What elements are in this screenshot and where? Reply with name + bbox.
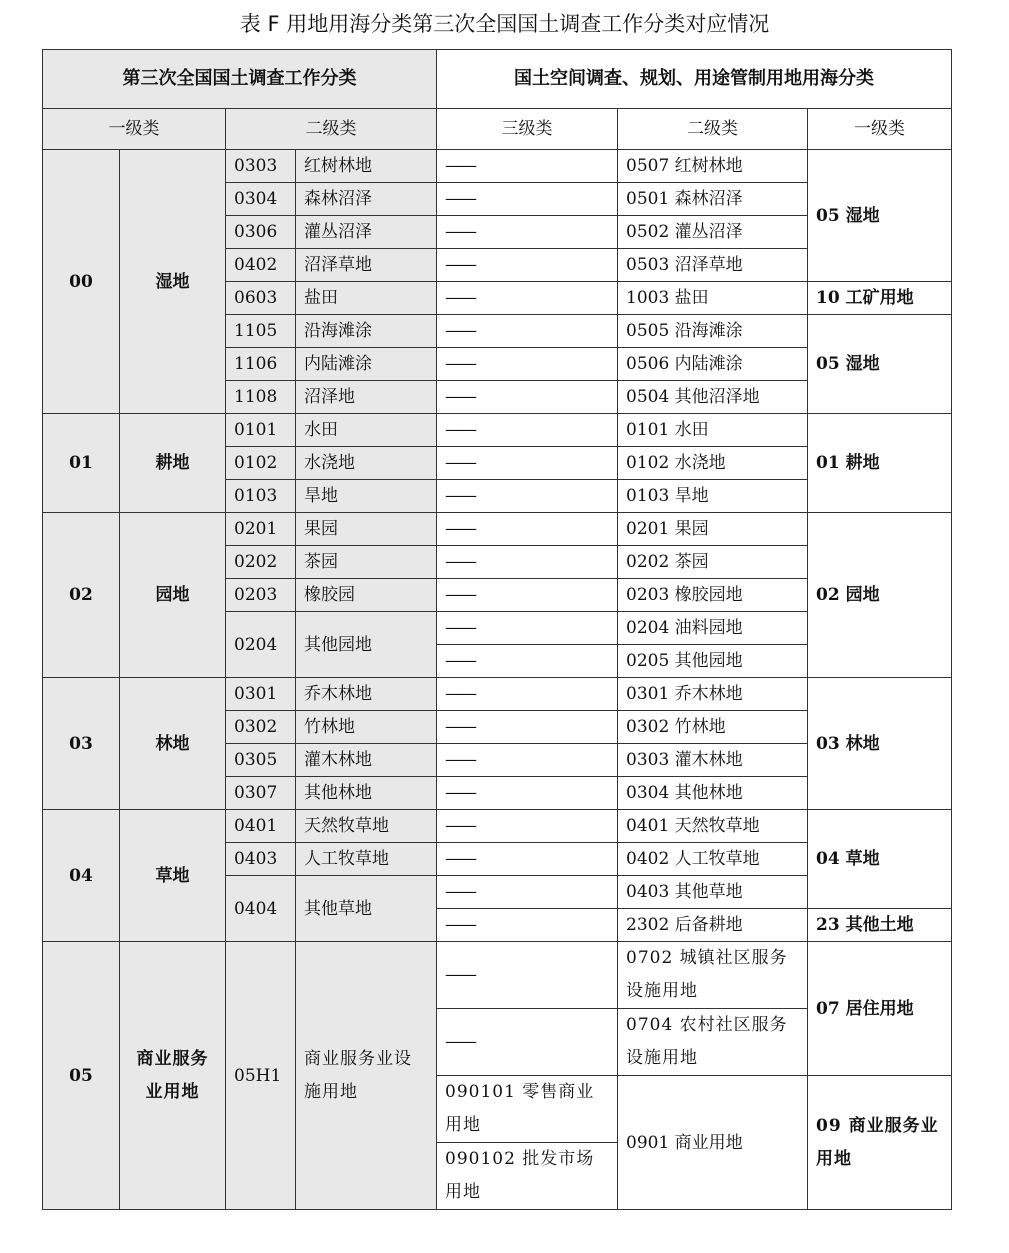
level3-cell: 090101 零售商业用地 [437, 1076, 618, 1143]
level3-cell: —— [437, 150, 618, 183]
code-cell: 1105 [226, 315, 296, 348]
level3-cell: —— [437, 348, 618, 381]
level2-target-cell: 0702 城镇社区服务设施用地 [618, 942, 808, 1009]
header-right: 国土空间调查、规划、用途管制用地用海分类 [437, 50, 952, 109]
name-cell: 旱地 [296, 480, 437, 513]
level3-cell: —— [437, 447, 618, 480]
code-cell: 0201 [226, 513, 296, 546]
name-cell: 其他园地 [296, 612, 437, 678]
code-cell: 0301 [226, 678, 296, 711]
name-cell: 沼泽地 [296, 381, 437, 414]
col-level1-left: 一级类 [43, 109, 226, 150]
name-cell: 水浇地 [296, 447, 437, 480]
name-cell: 沼泽草地 [296, 249, 437, 282]
group-code: 05 [43, 942, 120, 1210]
name-cell: 其他林地 [296, 777, 437, 810]
level1-target-cell: 02 园地 [808, 513, 952, 678]
level2-target-cell: 0102 水浇地 [618, 447, 808, 480]
level3-cell: 090102 批发市场用地 [437, 1143, 618, 1210]
level3-cell: —— [437, 513, 618, 546]
level3-cell: —— [437, 414, 618, 447]
code-cell: 0404 [226, 876, 296, 942]
group-code: 01 [43, 414, 120, 513]
name-cell: 灌丛沼泽 [296, 216, 437, 249]
level3-cell: —— [437, 612, 618, 645]
level3-cell: —— [437, 744, 618, 777]
level3-cell: —— [437, 249, 618, 282]
code-cell: 05H1 [226, 942, 296, 1210]
code-cell: 0303 [226, 150, 296, 183]
name-cell: 水田 [296, 414, 437, 447]
level1-target-cell: 05 湿地 [808, 150, 952, 282]
group-code: 02 [43, 513, 120, 678]
code-cell: 0302 [226, 711, 296, 744]
code-cell: 0203 [226, 579, 296, 612]
name-cell: 灌木林地 [296, 744, 437, 777]
level1-target-cell: 07 居住用地 [808, 942, 952, 1076]
level2-target-cell: 0403 其他草地 [618, 876, 808, 909]
name-cell: 沿海滩涂 [296, 315, 437, 348]
level2-target-cell: 0501 森林沼泽 [618, 183, 808, 216]
level3-cell: —— [437, 381, 618, 414]
level2-target-cell: 2302 后备耕地 [618, 909, 808, 942]
level3-cell: —— [437, 216, 618, 249]
level2-target-cell: 0505 沿海滩涂 [618, 315, 808, 348]
name-cell: 果园 [296, 513, 437, 546]
level2-target-cell: 0303 灌木林地 [618, 744, 808, 777]
level2-target-cell: 0201 果园 [618, 513, 808, 546]
level1-target-cell: 04 草地 [808, 810, 952, 909]
name-cell: 森林沼泽 [296, 183, 437, 216]
level1-target-cell: 23 其他土地 [808, 909, 952, 942]
level3-cell: —— [437, 843, 618, 876]
header-left: 第三次全国国土调查工作分类 [43, 50, 437, 109]
level3-cell: —— [437, 777, 618, 810]
code-cell: 0603 [226, 282, 296, 315]
level2-target-cell: 0202 茶园 [618, 546, 808, 579]
name-cell: 其他草地 [296, 876, 437, 942]
level3-cell: —— [437, 315, 618, 348]
level1-target-cell: 05 湿地 [808, 315, 952, 414]
code-cell: 0102 [226, 447, 296, 480]
code-cell: 0307 [226, 777, 296, 810]
level2-target-cell: 0506 内陆滩涂 [618, 348, 808, 381]
code-cell: 0202 [226, 546, 296, 579]
level3-cell: —— [437, 183, 618, 216]
group-name: 草地 [120, 810, 226, 942]
group-code: 04 [43, 810, 120, 942]
level2-target-cell: 0402 人工牧草地 [618, 843, 808, 876]
code-cell: 0403 [226, 843, 296, 876]
level2-target-cell: 0101 水田 [618, 414, 808, 447]
level3-cell: —— [437, 711, 618, 744]
code-cell: 0103 [226, 480, 296, 513]
level3-cell: —— [437, 480, 618, 513]
code-cell: 0304 [226, 183, 296, 216]
name-cell: 竹林地 [296, 711, 437, 744]
name-cell: 人工牧草地 [296, 843, 437, 876]
group-name: 耕地 [120, 414, 226, 513]
group-code: 00 [43, 150, 120, 414]
level2-target-cell: 0502 灌丛沼泽 [618, 216, 808, 249]
name-cell: 内陆滩涂 [296, 348, 437, 381]
col-level2-left: 二级类 [226, 109, 437, 150]
level2-target-cell: 0103 旱地 [618, 480, 808, 513]
group-name: 林地 [120, 678, 226, 810]
code-cell: 0101 [226, 414, 296, 447]
level2-target-cell: 0504 其他沼泽地 [618, 381, 808, 414]
name-cell: 茶园 [296, 546, 437, 579]
name-cell: 商业服务业设施用地 [296, 942, 437, 1210]
level2-target-cell: 0205 其他园地 [618, 645, 808, 678]
level3-cell: —— [437, 876, 618, 909]
code-cell: 1106 [226, 348, 296, 381]
level2-target-cell: 0302 竹林地 [618, 711, 808, 744]
level3-cell: —— [437, 810, 618, 843]
name-cell: 红树林地 [296, 150, 437, 183]
col-level1-right: 一级类 [808, 109, 952, 150]
level3-cell: —— [437, 909, 618, 942]
classification-table [42, 49, 952, 1210]
level2-target-cell: 0304 其他林地 [618, 777, 808, 810]
level2-target-cell: 0204 油料园地 [618, 612, 808, 645]
level3-cell: —— [437, 579, 618, 612]
level2-target-cell: 1003 盐田 [618, 282, 808, 315]
group-name: 商业服务业用地 [120, 942, 226, 1210]
code-cell: 0402 [226, 249, 296, 282]
name-cell: 乔木林地 [296, 678, 437, 711]
level2-target-cell: 0401 天然牧草地 [618, 810, 808, 843]
level3-cell: —— [437, 546, 618, 579]
name-cell: 天然牧草地 [296, 810, 437, 843]
code-cell: 0305 [226, 744, 296, 777]
code-cell: 0306 [226, 216, 296, 249]
page-title: 表 F 用地用海分类第三次全国国土调查工作分类对应情况 [239, 12, 770, 36]
level3-cell: —— [437, 678, 618, 711]
col-level3-right: 三级类 [437, 109, 618, 150]
code-cell: 0401 [226, 810, 296, 843]
group-code: 03 [43, 678, 120, 810]
level1-target-cell: 09 商业服务业用地 [808, 1076, 952, 1210]
level2-target-cell: 0301 乔木林地 [618, 678, 808, 711]
code-cell: 1108 [226, 381, 296, 414]
group-name: 湿地 [120, 150, 226, 414]
code-cell: 0204 [226, 612, 296, 678]
group-name: 园地 [120, 513, 226, 678]
name-cell: 盐田 [296, 282, 437, 315]
level1-target-cell: 10 工矿用地 [808, 282, 952, 315]
level2-target-cell: 0507 红树林地 [618, 150, 808, 183]
level2-target-cell: 0704 农村社区服务设施用地 [618, 1009, 808, 1076]
col-level2-right: 二级类 [618, 109, 808, 150]
level3-cell: —— [437, 645, 618, 678]
level3-cell: —— [437, 282, 618, 315]
level2-target-cell: 0901 商业用地 [618, 1076, 808, 1210]
level2-target-cell: 0203 橡胶园地 [618, 579, 808, 612]
level1-target-cell: 01 耕地 [808, 414, 952, 513]
level3-cell: —— [437, 1009, 618, 1076]
level3-cell: —— [437, 942, 618, 1009]
level2-target-cell: 0503 沼泽草地 [618, 249, 808, 282]
name-cell: 橡胶园 [296, 579, 437, 612]
level1-target-cell: 03 林地 [808, 678, 952, 810]
